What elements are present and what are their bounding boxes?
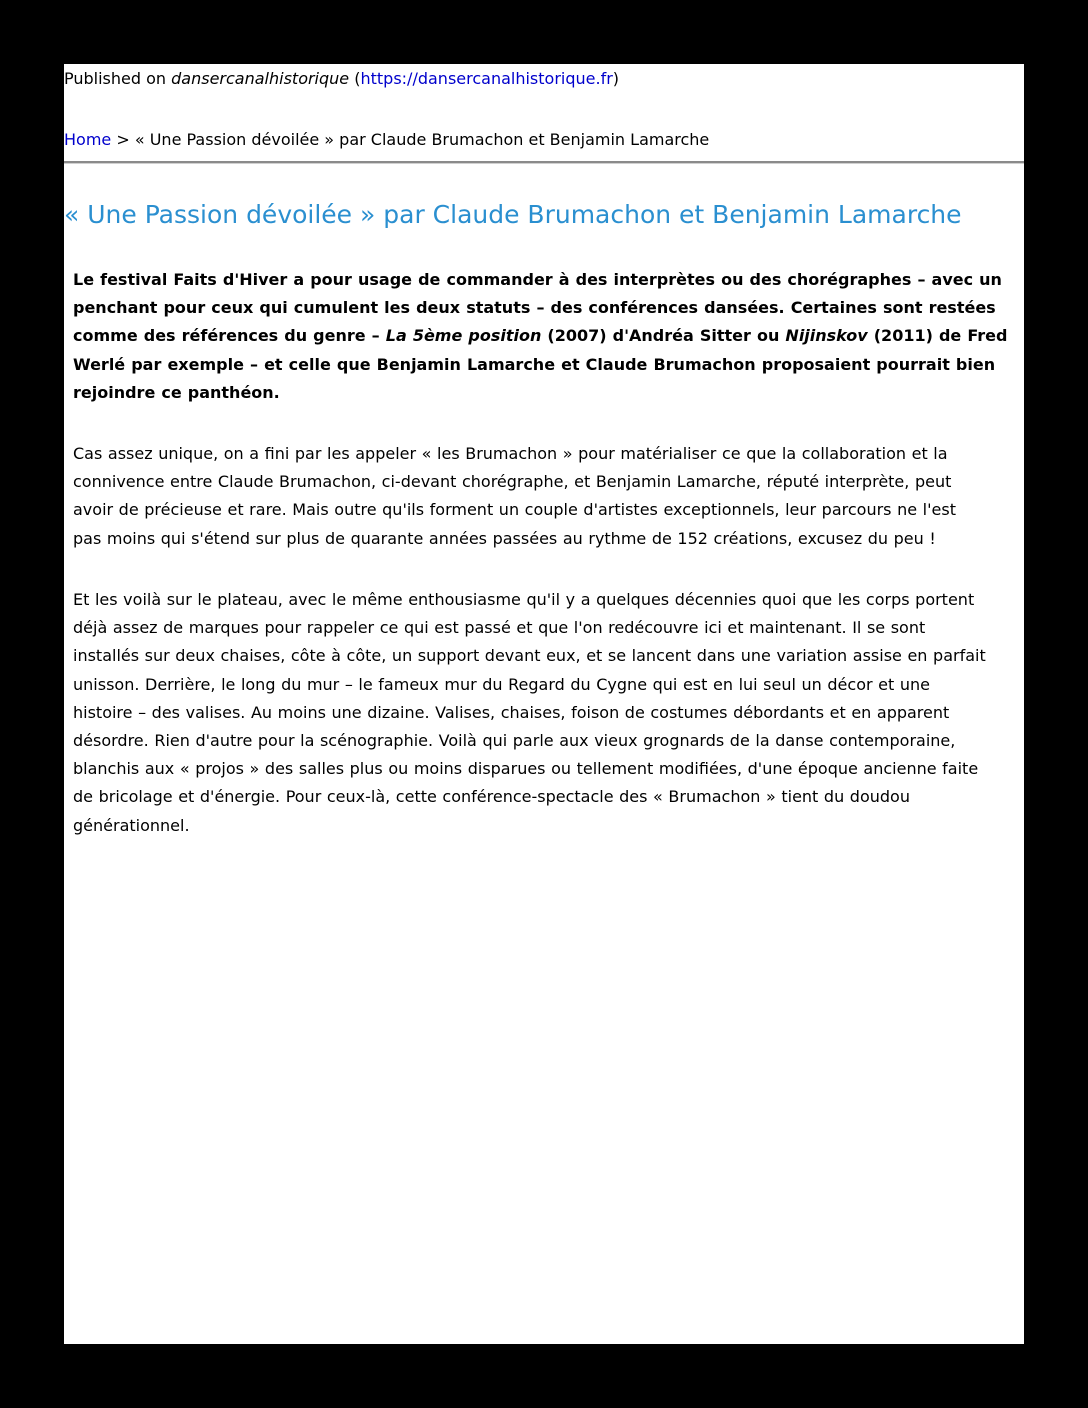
published-on-line	[64, 68, 619, 90]
header-divider	[64, 161, 1024, 164]
article-title: « Une Passion dévoilée » par Claude Brumachon et Benjamin Lamarche	[64, 200, 962, 229]
open-paren: (	[354, 69, 361, 88]
work-title: La 5ème position	[385, 326, 542, 346]
article-lead: Le festival Faits d'Hiver a pour usage de commander à des interprètes ou des chorégraphes – avec un penchant pour ceux qui cumulent les deux statuts – des conférences dansées. Certaines sont restées comme des références du genre – La 5ème position (2007) d'Andréa Sitter ou Nijinskov (2011) de Fred Werlé par exemple – et celle que Benjamin Lamarche et Claude Brumachon proposaient pourrait bien rejoindre ce panthéon.	[73, 270, 1008, 402]
breadcrumb-current: « Une Passion dévoilée » par Claude Brumachon et Benjamin Lamarche	[134, 130, 710, 149]
article-paragraph-1: Cas assez unique, on a fini par les appeler « les Brumachon » pour matérialiser ce que la collaboration et la connivence entre Claude Brumachon, ci-devant chorégraphe, et Benjamin Lamarche, réputé interprète, peut avoir de précieuse et rare. Mais outre qu'ils forment un couple d'artistes exceptionnels, leur parcours ne l'est pas moins qui s'étend sur plus de quarante années passées au rythme de 152 créations, excusez du peu !	[73, 444, 956, 548]
breadcrumb	[64, 129, 709, 151]
published-prefix: Published on	[64, 69, 167, 88]
site-url-link[interactable]: https://dansercanalhistorique.fr	[360, 69, 613, 88]
breadcrumb-separator: >	[116, 130, 130, 149]
article-paragraph-2: Et les voilà sur le plateau, avec le même enthousiasme qu'il y a quelques décennies quoi que les corps portent déjà assez de marques pour rappeler ce qui est passé et que l'on redécouvre ici et maintenant. Il se sont installés sur deux chaises, côte à côte, un support devant eux, et se lancent dans une variation assise en parfait unisson. Derrière, le long du mur – le fameux mur du Regard du Cygne qui est en lui seul un décor et une histoire – des valises. Au moins une dizaine. Valises, chaises, foison de costumes débordants et en apparent désordre. Rien d'autre pour la scénographie. Voilà qui parle aux vieux grognards de la danse contemporaine, blanchis aux « projos » des salles plus ou moins disparues ou tellement modifiées, d'une époque ancienne faite de bricolage et d'énergie. Pour ceux-là, cette conférence-spectacle des « Brumachon » tient du doudou générationnel.	[73, 590, 986, 835]
close-paren: )	[612, 69, 620, 88]
site-name: dansercanalhistorique	[171, 69, 350, 88]
breadcrumb-home-link[interactable]: Home	[64, 130, 112, 149]
work-title: Nijinskov	[785, 326, 868, 346]
document-page	[64, 64, 1024, 1344]
